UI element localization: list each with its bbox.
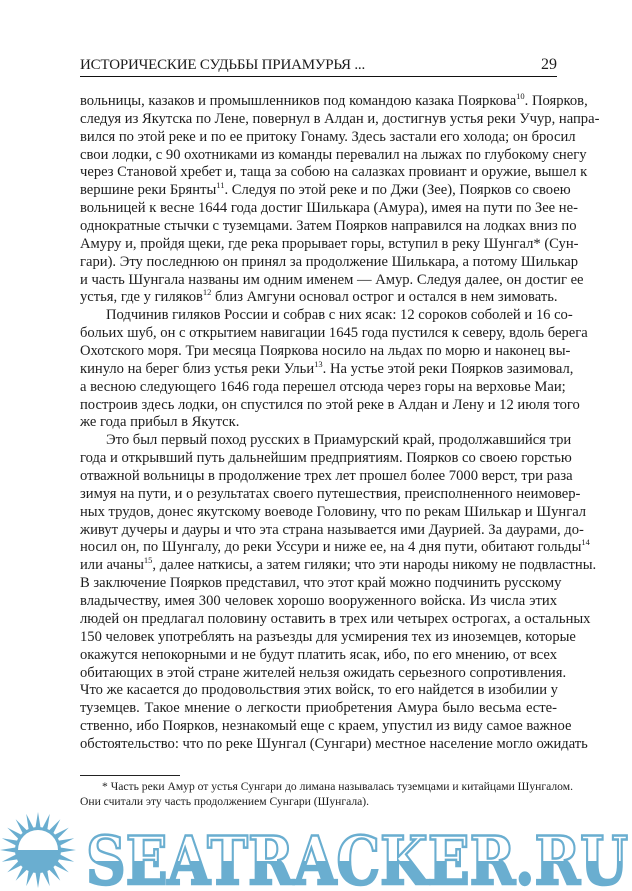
text-segment: В заключение Поярков представил, что этот край можно подчинить русскому: [80, 575, 562, 592]
watermark-text: SEATRACKER.RU: [86, 822, 628, 891]
text-line: [80, 200, 578, 218]
running-header: [80, 56, 557, 77]
sun-ray: [58, 854, 74, 861]
watermark-logo: [0, 812, 632, 891]
text-segment: однократные стычки с туземцами. Затем Поярков направился на лодках вниз по: [80, 218, 577, 235]
text-segment: ных трудов, донес якутскому воеводе Головину, что по рекам Шилькар и Шунгал: [80, 503, 587, 520]
text-line: [80, 432, 572, 450]
footnotes: [80, 779, 573, 809]
text-segment: через Становой хребет и, таща за собою на салазках провиант и оружие, вышел к: [80, 164, 588, 181]
footnote-reference[interactable]: 15: [143, 555, 153, 566]
text-segment: отважной вольницы в продолжение трех лет прошел более 7000 верст, три раза: [80, 468, 573, 485]
text-line: [80, 180, 571, 200]
sun-ray: [60, 847, 76, 852]
text-segment: Подчинив гиляков России и собрав с них ясак: 12 сороков соболей и 16 со-: [106, 307, 573, 324]
sun-ray: [0, 847, 16, 852]
text-segment: вольницы, казаков и промышленников под командою казака Пояркова: [80, 93, 517, 109]
text-segment: устья, где у гиляков: [80, 289, 203, 306]
text-line: [80, 146, 587, 165]
text-segment: обстоятельство: что по реке Шунгал (Сунгари) местное население могло ожидать: [80, 735, 588, 752]
text-line: [80, 110, 600, 129]
text-line: [80, 358, 574, 379]
text-line: [80, 610, 591, 629]
page-number: 29: [541, 56, 557, 73]
text-segment: вершине реки Брянты: [80, 182, 217, 199]
text-segment: же года прибыл в Якутск.: [80, 414, 240, 431]
footnote-reference[interactable]: 11: [216, 180, 225, 191]
text-segment: кинуло на берег близ устья реки Ульи: [80, 360, 315, 377]
text-line: [80, 235, 579, 254]
text-segment: . Следуя по этой реке и по Джи (Зее), Поярков со своею: [224, 182, 571, 199]
text-line: [80, 218, 577, 236]
footnote-reference[interactable]: 14: [581, 537, 590, 548]
text-line: [80, 128, 576, 147]
text-line: [80, 555, 597, 575]
text-segment: окажутся непокорными и не будут платить ясак, ибо, по его мнению, от всех: [80, 646, 557, 663]
text-line: [80, 396, 580, 415]
text-line: [80, 682, 557, 700]
text-segment: владычеству, имея 300 человек хорошо вооруженного войска. Из числа этих: [80, 593, 557, 610]
text-segment: а весною следующего 1646 года перешел отсюда через горы на верховье Маи;: [80, 378, 566, 395]
footnote-reference[interactable]: 10: [516, 91, 525, 101]
text-line: [80, 664, 567, 683]
sun-icon: [0, 812, 76, 888]
text-segment: . Поярков,: [524, 93, 588, 109]
sun-ray: [35, 872, 40, 888]
sun-ray: [58, 838, 74, 845]
text-segment: туземцев. Такое мнение о легкости приобретения Амура было весьма есте-: [80, 700, 557, 717]
text-segment: гари). Эту последнюю он принял за продолжение Шилькара, а потому Шилькар: [80, 253, 579, 270]
text-line: [80, 253, 579, 272]
sun-ray: [26, 870, 33, 886]
sun-ray: [42, 814, 49, 830]
sun-ray: [35, 812, 40, 828]
text-segment: вился по этой реке и по ее притоку Гонаму. Здесь застали его холода; он бросил: [80, 128, 576, 145]
text-line: [80, 271, 584, 290]
text-segment: Что же касается до продовольствия этих войск, то его найдется в изобилии у: [80, 682, 558, 699]
text-segment: следуя из Якутска по Лене, повернул в Алдан и, достигнув устья реки Учур, напра-: [80, 110, 600, 127]
text-line: [80, 325, 588, 343]
text-segment: и часть Шунгала названы им одним именем — Амур. Следуя далее, он достиг ее: [80, 271, 584, 288]
text-line: [80, 647, 557, 665]
text-segment: , далее наткисы, а затем гиляки; что эти народы никому не подвластны.: [152, 557, 597, 574]
text-segment: людей он предлагал половину оставить в трех или четырех острогах, а остальных: [80, 610, 591, 627]
text-line: [80, 289, 557, 307]
sun-ray: [26, 814, 33, 830]
text-segment: свои лодки, с 90 охотниками из команды перевалил на лыжах по глубокому снегу: [80, 146, 587, 163]
text-line: [80, 521, 584, 540]
text-segment: Охотского моря. Три месяца Пояркова носило на льдах по морю и наконец вы-: [80, 343, 571, 360]
footnote-divider: [80, 775, 180, 776]
text-line: [80, 450, 572, 468]
text-segment: вольницей к весне 1644 года достиг Шилькара (Амура), имея на пути по Зее не-: [80, 200, 578, 217]
text-line: [80, 468, 573, 486]
text-line: [80, 593, 557, 611]
text-line: [80, 164, 588, 182]
text-segment: зимуя на пути, и о результатах своего путешествия, преисполненного неимовер-: [80, 485, 581, 502]
sun-ray: [42, 870, 49, 886]
text-segment: ственно, ибо Поярков, незнакомый еще с краем, упустил из виду самое важное: [80, 718, 572, 735]
text-segment: близ Амгуни основал острог и остался в нем зимовать.: [211, 289, 558, 306]
sun-ray: [2, 838, 18, 845]
footnote-line: * Часть реки Амур от устья Сунгари до лимана называлась туземцами и китайцами Шунгалом.: [102, 780, 573, 793]
text-segment: живут дучеры и дауры и что эта страна называется ими Даурией. За даурами, до-: [80, 521, 584, 538]
text-segment: построив здесь лодки, он спустился по этой реке в Алдан и Лену и 12 июля того: [80, 396, 580, 413]
text-line: [80, 414, 557, 432]
text-line: [80, 91, 588, 111]
text-line: [80, 575, 562, 593]
sun-ray: [2, 854, 18, 861]
text-segment: . На устье этой реки Поярков зазимовал,: [322, 360, 574, 377]
text-segment: 150 человек употреблять на разъезды для усмирения тех из иноземцев, которые: [80, 628, 576, 645]
footnote-reference[interactable]: 12: [202, 287, 212, 298]
text-segment: года и открывший путь дальнейшим предприятиям. Поярков со своею горстью: [80, 450, 572, 467]
footnote-line: Они считали эту часть продолжением Сунгари (Шунгала).: [80, 795, 370, 808]
text-line: [80, 503, 587, 522]
text-line: [80, 718, 572, 736]
body-text: [80, 91, 600, 754]
text-line: [80, 378, 566, 397]
text-segment: больих шуб, он с открытием навигации 1645 года пустился к северу, вдоль берега: [80, 325, 588, 342]
running-title: ИСТОРИЧЕСКИЕ СУДЬБЫ ПРИАМУРЬЯ ...: [80, 57, 366, 73]
text-line: [80, 628, 576, 647]
text-segment: Амуру и, пройдя щеки, где река прорывает горы, вступил в реку Шунгал* (Сун-: [80, 235, 579, 252]
footnote-reference[interactable]: 13: [314, 358, 323, 369]
text-segment: носил он, по Шунгалу, до реки Уссури и ниже ее, на 4 дня пути, обитают гольды: [80, 539, 582, 556]
text-line: [80, 485, 581, 504]
text-line: [80, 700, 557, 718]
text-segment: обитающих в этой стране жителей нельзя ожидать серьезного сопротивления.: [80, 664, 567, 681]
text-line: [80, 735, 588, 754]
text-segment: или ачаны: [80, 557, 144, 574]
text-line: [80, 307, 573, 325]
text-segment: Это был первый поход русских в Приамурский край, продолжавшийся три: [106, 432, 572, 449]
